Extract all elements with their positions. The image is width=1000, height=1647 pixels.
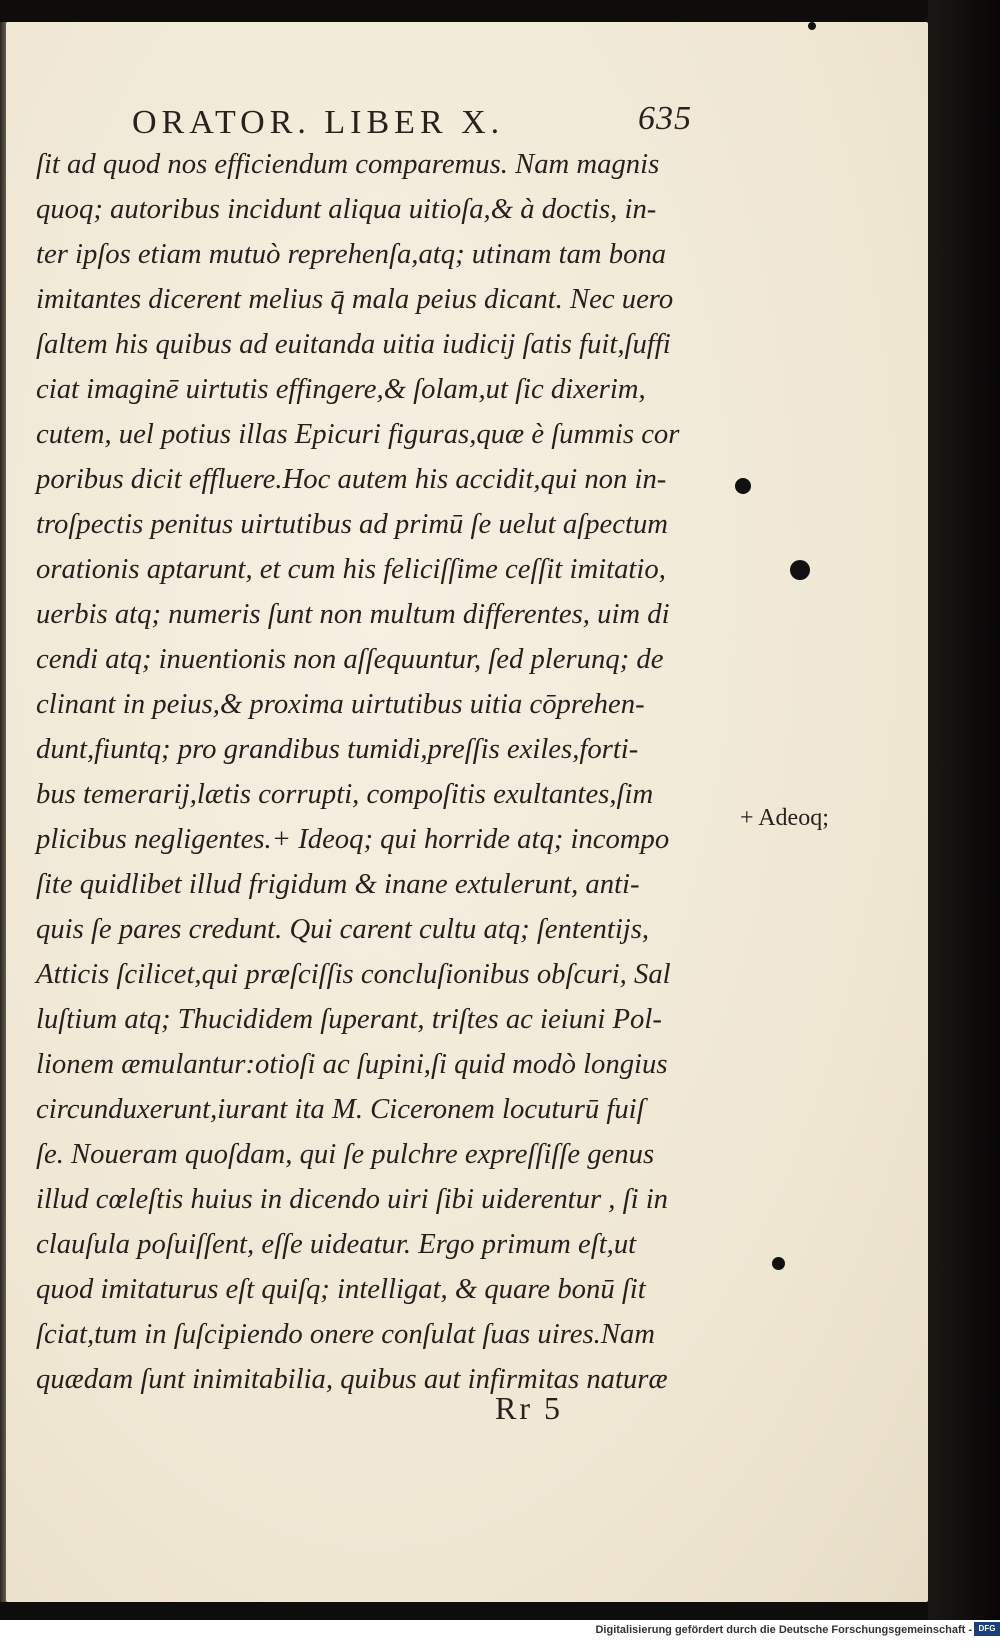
- text-line: cendi atq; inuentionis non aſſequuntur, ſed plerunq; de: [36, 643, 664, 675]
- text-line: imitantes dicerent melius q̄ mala peius dicant. Nec uero: [36, 283, 674, 315]
- text-line: ſaltem his quibus ad euitanda uitia iudicij ſatis fuit,ſuffi: [36, 328, 671, 360]
- text-line: clinant in peius,& proxima uirtutibus uitia cōprehen-: [36, 688, 645, 720]
- text-line: bus temerarij,lætis corrupti, compoſitis exultantes,ſim: [36, 778, 654, 810]
- text-line: uerbis atq; numeris ſunt non multum differentes, uim di: [36, 598, 670, 630]
- text-line: Atticis ſcilicet,qui præſciſſis concluſionibus obſcuri, Sal: [36, 958, 671, 990]
- text-line: poribus dicit effluere.Hoc autem his accidit,qui non in-: [36, 463, 667, 495]
- text-line: dunt,fiuntq; pro grandibus tumidi,preſſis exiles,forti-: [36, 733, 639, 765]
- text-line: quis ſe pares credunt. Qui carent cultu atq; ſententijs,: [36, 913, 650, 945]
- page-number: 635: [638, 100, 692, 137]
- text-line: cutem, uel potius illas Epicuri figuras,quæ è ſummis cor: [36, 418, 680, 450]
- scan-background: [928, 0, 1000, 1647]
- running-title: ORATOR. LIBER X.: [132, 104, 505, 141]
- credit-strip: [0, 1620, 1000, 1647]
- dfg-logo: DFG: [974, 1622, 1000, 1636]
- ink-dot: [772, 1257, 785, 1270]
- signature-mark: Rr 5: [495, 1390, 563, 1426]
- text-line: ſit ad quod nos efficiendum comparemus. Nam magnis: [36, 148, 660, 180]
- text-line: ſciat,tum in ſuſcipiendo onere conſulat ſuas uires.Nam: [36, 1318, 655, 1350]
- text-line: luſtium atq; Thucididem ſuperant, triſtes ac ieiuni Pol-: [36, 1003, 662, 1035]
- text-line: quoq; autoribus incidunt aliqua uitioſa,& à doctis, in-: [36, 193, 657, 225]
- ink-dot: [808, 22, 816, 30]
- marginal-annotation: + Adeoq;: [740, 805, 829, 831]
- ink-dot: [735, 478, 751, 494]
- ink-dot: [790, 560, 810, 580]
- text-line: illud cœleſtis huius in dicendo uiri ſibi uiderentur , ſi in: [36, 1183, 669, 1215]
- text-line: troſpectis penitus uirtutibus ad primū ſe uelut aſpectum: [36, 508, 668, 540]
- text-line: quædam ſunt inimitabilia, quibus aut infirmitas naturæ: [36, 1363, 668, 1395]
- text-line: lionem æmulantur:otioſi ac ſupini,ſi quid modò longius: [36, 1048, 668, 1080]
- text-line: quod imitaturus eſt quiſq; intelligat, & quare bonū ſit: [36, 1273, 646, 1305]
- text-line: orationis aptarunt, et cum his feliciſſime ceſſit imitatio,: [36, 553, 666, 585]
- text-line: ſite quidlibet illud frigidum & inane extulerunt, anti-: [36, 868, 640, 900]
- main-text-block: [36, 142, 736, 1402]
- text-line: plicibus negligentes.+ Ideoq; qui horride atq; incompo: [36, 823, 670, 855]
- text-line: ter ipſos etiam mutuò reprehenſa,atq; utinam tam bona: [36, 238, 667, 270]
- credit-text: Digitalisierung gefördert durch die Deutsche Forschungsgemeinschaft -: [595, 1624, 972, 1636]
- text-line: ſe. Noueram quoſdam, qui ſe pulchre expreſſiſſe genus: [36, 1138, 655, 1170]
- text-line: circunduxerunt,iurant ita M. Ciceronem locuturū fuiſ: [36, 1093, 645, 1125]
- text-line: ciat imaginē uirtutis effingere,& ſolam,ut ſic dixerim,: [36, 373, 646, 405]
- text-line: clauſula poſuiſſent, eſſe uideatur. Ergo primum eſt,ut: [36, 1228, 637, 1260]
